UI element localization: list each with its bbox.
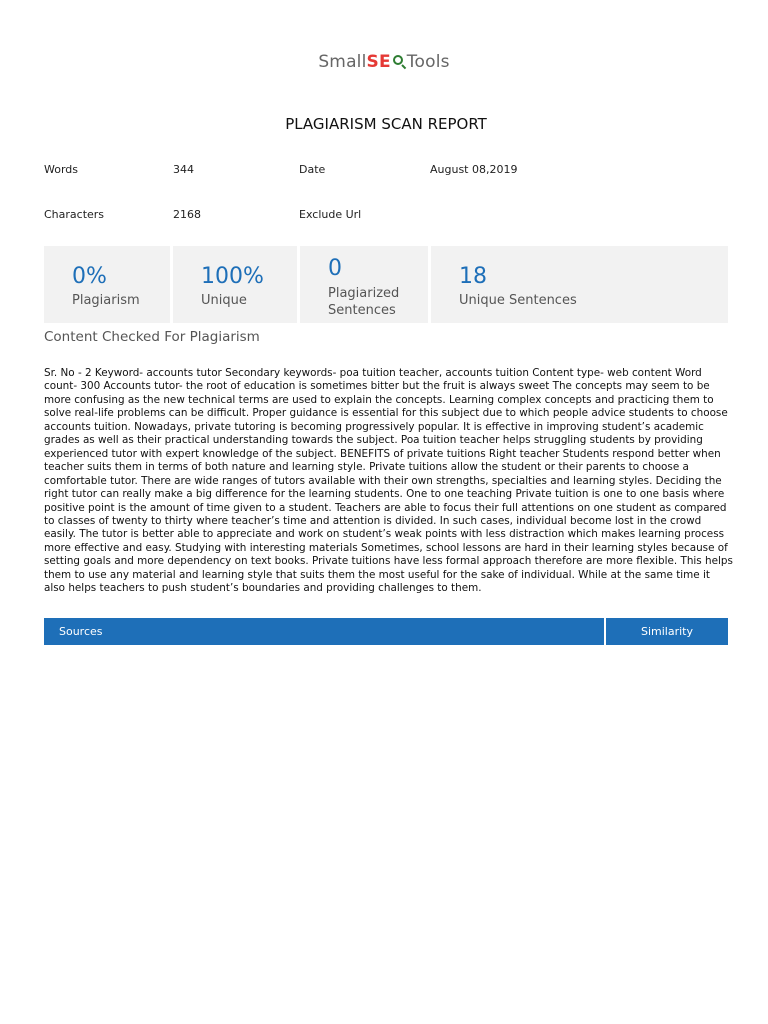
plagiarized-sentences-label xyxy=(328,285,399,319)
logo-text-small: Small xyxy=(318,52,367,72)
date-label: Date xyxy=(299,163,326,176)
plagiarism-percent: 0% xyxy=(72,264,107,289)
characters-value: 2168 xyxy=(173,208,201,221)
magnifier-icon xyxy=(392,54,406,68)
logo-text-tools: Tools xyxy=(406,52,450,72)
unique-label: Unique xyxy=(201,293,247,308)
plagiarized-sentences-label-line2: Sentences xyxy=(328,303,396,318)
stat-unique-sentences xyxy=(431,246,728,323)
plagiarized-sentences-label-line1: Plagiarized xyxy=(328,286,400,301)
stat-plagiarized-sentences xyxy=(300,246,428,323)
characters-label: Characters xyxy=(44,208,105,221)
unique-sentences-count: 18 xyxy=(459,264,487,289)
plagiarism-label: Plagiarism xyxy=(72,293,140,308)
plagiarized-sentences-count: 0 xyxy=(328,256,342,281)
stat-unique xyxy=(173,246,297,323)
logo-text-seo: SE xyxy=(366,52,391,72)
date-value: August 08,2019 xyxy=(430,163,518,176)
stat-plagiarism xyxy=(44,246,170,323)
checked-content-text: Sr. No - 2 Keyword- accounts tutor Secondary keywords- poa tuition teacher, accounts tuition Content type- web content Word count- 300 Accounts tutor- the root of education is sometimes bitter but the fruit is always sweet The concepts may seem to be more confusing as the new technical terms are used to explain the concepts. Learning complex concepts and practicing them to solve real-life problems can be difficult. Proper guidance is essential for this subject due to which people advice students to choose accounts tuition. Nowadays, private tutoring is becoming progressively popular. It is effective in improving student’s academic grades as well as their practical understanding towards the subject. Poa tuition teacher helps struggling students by providing experienced tutor with expert knowledge of the subject. BENEFITS of private tuitions Right teacher Students respond better when teacher suits them in terms of both nature and learning style. Private tuitions allow the student or their parents to choose a comfortable tutor. There are wide ranges of tutors available with their own strengths, specialties and learning styles. Deciding the right tutor can really make a big difference for the learning students. One to one teaching Private tuition is one to one basis where positive point is the amount of time given to a student. Teachers are able to focus their full attentions on one student as compared to classes of twenty to thirty where teacher’s time and attention is divided. In such cases, individual become lost in the crowd easily. The tutor is better able to appreciate and work on student’s weak points with less distraction which makes learning process more effective and easy. Studying with interesting materials Sometimes, school lessons are hard in their learning styles because of setting goals and more dependency on text books. Private tuitions have less formal approach therefore are more flexible. This helps them to use any material and learning style that suits them the most useful for the sake of individual. While at the same time it also helps teachers to push student’s boundaries and providing challenges to them. xyxy=(44,367,733,595)
sources-table-header xyxy=(44,618,728,645)
report-title: PLAGIARISM SCAN REPORT xyxy=(285,115,487,133)
words-value: 344 xyxy=(173,163,194,176)
unique-sentences-label: Unique Sentences xyxy=(459,293,577,308)
smallseotools-logo xyxy=(0,52,768,72)
similarity-column-header: Similarity xyxy=(606,618,728,645)
unique-percent: 100% xyxy=(201,264,264,289)
content-checked-heading: Content Checked For Plagiarism xyxy=(44,329,260,345)
exclude-url-label: Exclude Url xyxy=(299,208,362,221)
words-label: Words xyxy=(44,163,79,176)
sources-column-header: Sources xyxy=(44,618,604,645)
stats-row xyxy=(44,246,728,323)
